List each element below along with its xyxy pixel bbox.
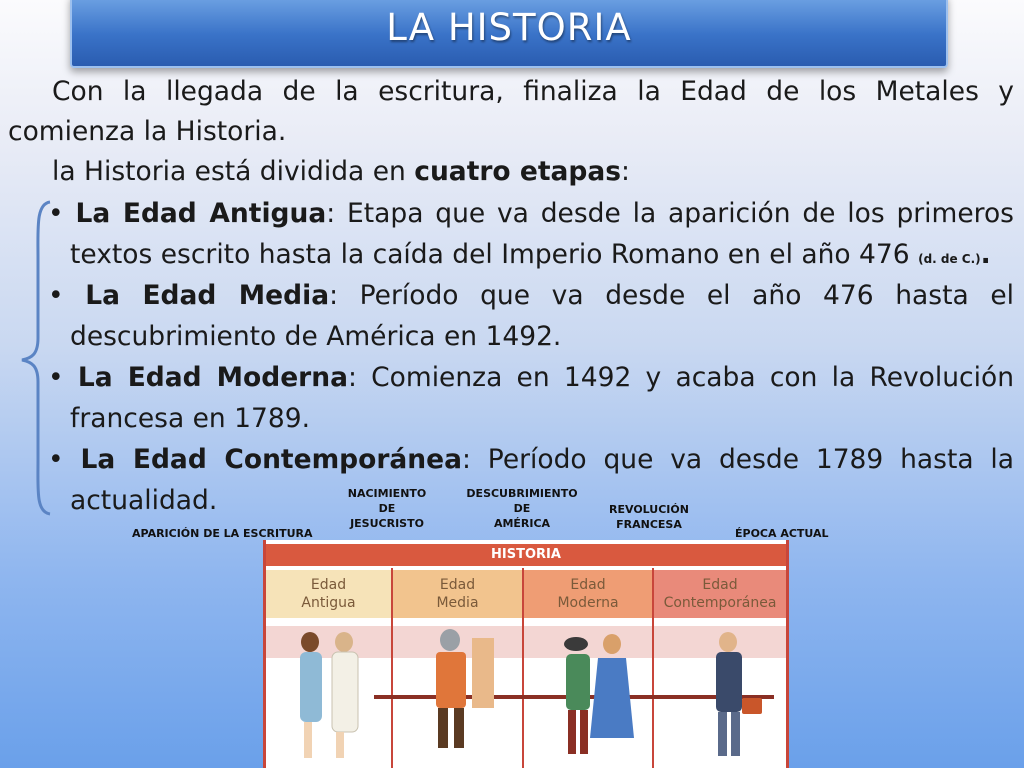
era-antigua: Edad Antigua [266, 570, 391, 618]
bullet-dot: • [48, 198, 64, 229]
stage-name: La Edad Contemporánea [80, 444, 463, 475]
era-moderna: Edad Moderna [524, 570, 652, 618]
era-media: Edad Media [393, 570, 522, 618]
label-america: DESCUBRIMIENTO DE AMÉRICA [466, 487, 578, 530]
division-prefix: la Historia está dividida en [52, 156, 415, 187]
stage-description-1: : Período que va desde el año 476 hasta el [329, 280, 1014, 311]
bullet-dot: • [48, 280, 64, 311]
stage-end: . [980, 239, 991, 270]
label-jesucristo: NACIMIENTO DE JESUCRISTO [347, 487, 427, 530]
label-escritura: APARICIÓN DE LA ESCRITURA [132, 527, 313, 540]
modern-figures-illustration [548, 628, 648, 768]
era-contemporanea: Edad Contemporánea [654, 570, 786, 618]
ancient-figures-illustration [280, 628, 380, 768]
list-item [48, 357, 1014, 439]
medieval-figure-illustration [414, 628, 514, 768]
list-item [48, 193, 1014, 280]
bullet-dot: • [48, 444, 64, 475]
division-emphasis: cuatro etapas [414, 156, 622, 187]
intro-line-2: comienza la Historia. [8, 116, 287, 147]
timeline-header: HISTORIA [266, 544, 786, 566]
page-title: LA HISTORIA [386, 6, 632, 49]
list-item [48, 275, 1014, 357]
era-divider [391, 568, 393, 768]
title-bar [70, 0, 948, 68]
stage-name: La Edad Antigua [75, 198, 327, 229]
label-actual: ÉPOCA ACTUAL [735, 527, 829, 540]
division-line [8, 152, 1014, 192]
bullet-dot: • [48, 362, 64, 393]
label-revolucion: REVOLUCIÓN FRANCESA [609, 503, 689, 531]
stage-description-1: : Etapa que va desde la aparición de los primeros [326, 198, 1014, 229]
contemporary-figure-illustration [696, 628, 776, 768]
stage-description-2: actualidad. [70, 485, 218, 516]
intro-paragraph [8, 72, 1014, 192]
division-suffix: : [621, 156, 630, 187]
timeline-illustration [263, 540, 789, 768]
stage-description-1: : Período que va desde 1789 hasta la [462, 444, 1014, 475]
stage-note: (d. de C.) [918, 252, 981, 266]
stage-description-2: descubrimiento de América en 1492. [70, 321, 562, 352]
stage-description-2: francesa en 1789. [70, 403, 310, 434]
intro-line-1: Con la llegada de la escritura, finaliza la Edad de los Metales y [52, 76, 1014, 107]
stage-description-2: textos escrito hasta la caída del Imperio Romano en el año 476 [70, 239, 910, 270]
stage-name: La Edad Moderna [77, 362, 348, 393]
stage-description-1: : Comienza en 1492 y acaba con la Revolución [348, 362, 1014, 393]
era-divider [522, 568, 524, 768]
era-divider [652, 568, 654, 768]
stage-name: La Edad Media [85, 280, 330, 311]
